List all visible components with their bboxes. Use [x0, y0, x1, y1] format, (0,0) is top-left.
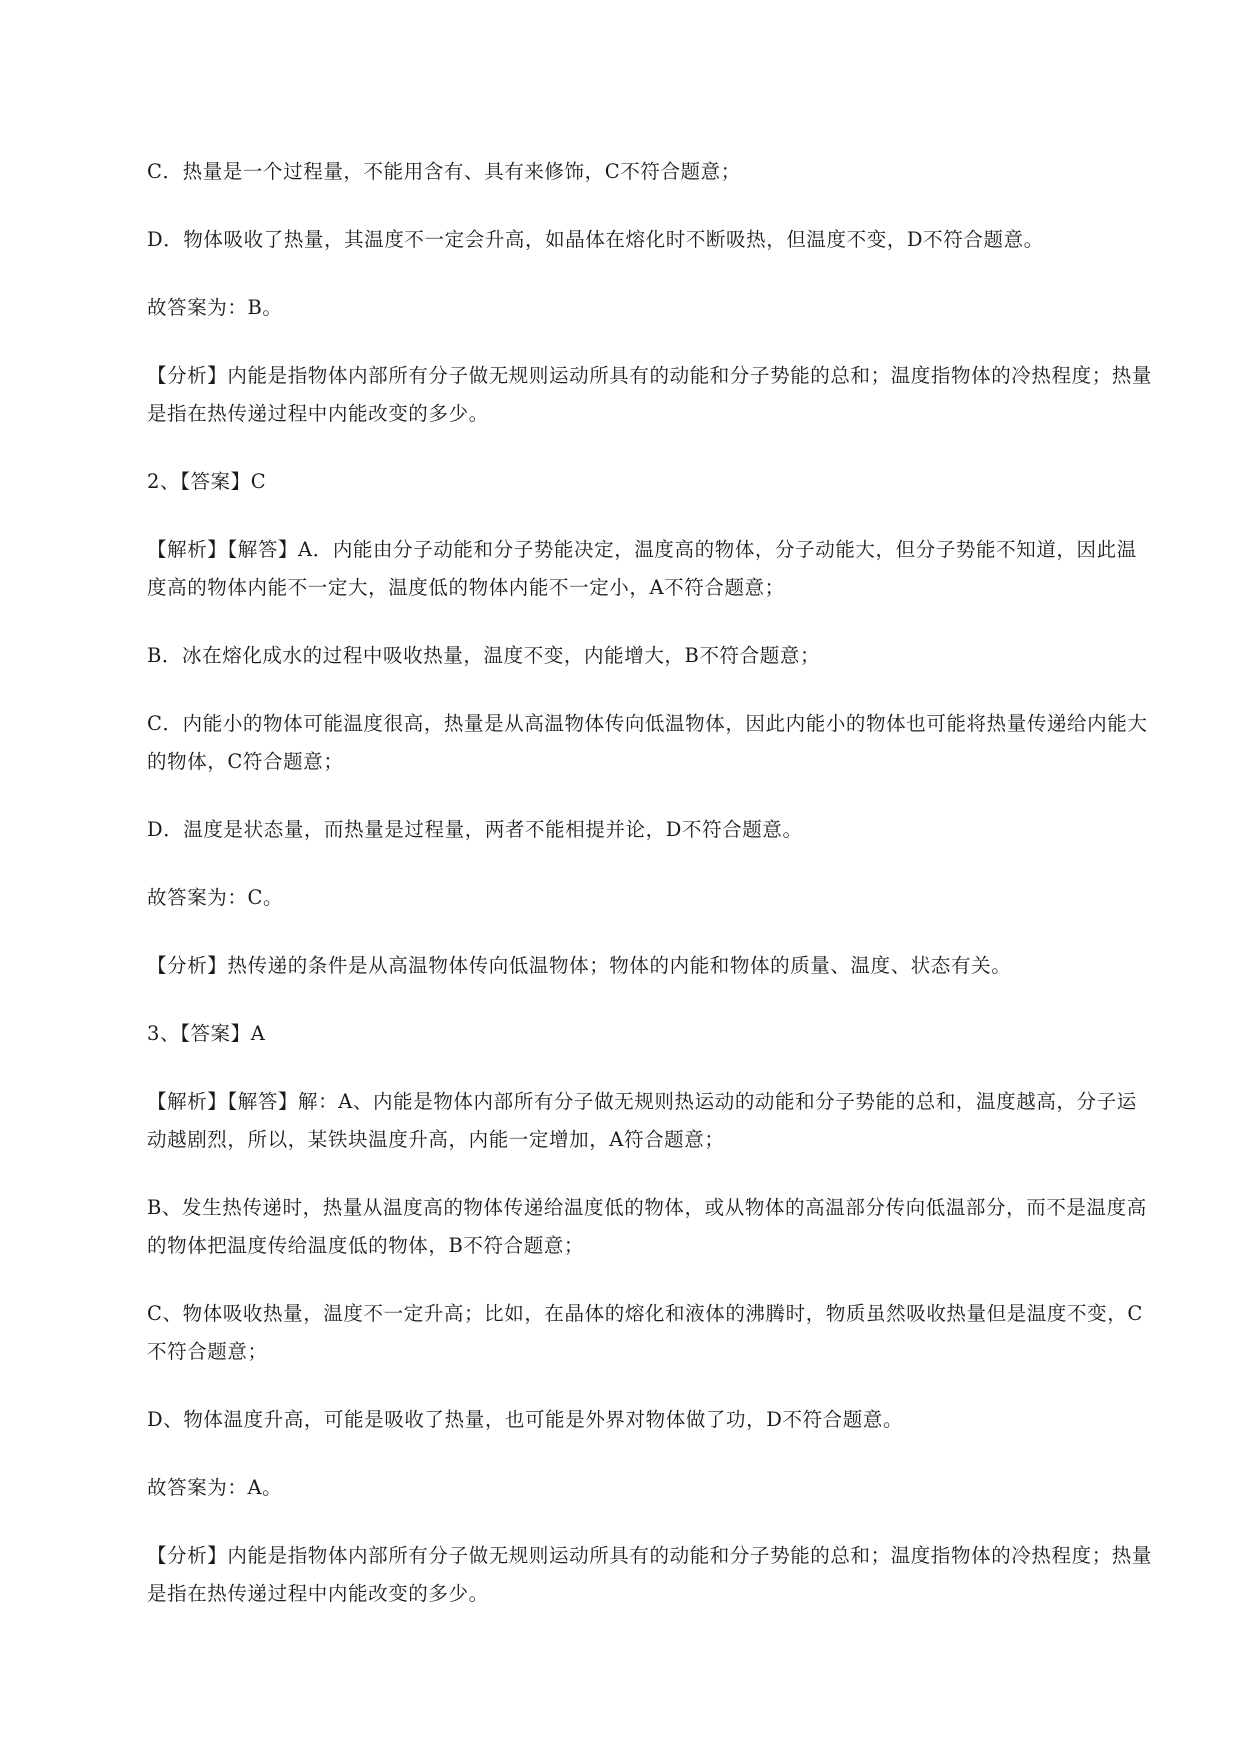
- analysis-paragraph: 【分析】内能是指物体内部所有分子做无规则运动所具有的动能和分子势能的总和；温度指物体的冷热程度；热量是指在热传递过程中内能改变的多少。: [147, 364, 1153, 425]
- option-d-explanation: D．物体吸收了热量，其温度不一定会升高，如晶体在熔化时不断吸热，但温度不变，D不符合题意。: [147, 228, 1044, 251]
- final-answer: 故答案为：C。: [147, 886, 284, 909]
- solution-option-a: 【解析】【解答】解：A、内能是物体内部所有分子做无规则热运动的动能和分子势能的总和，温度越高，分子运动越剧烈，所以，某铁块温度升高，内能一定增加，A符合题意；: [147, 1090, 1137, 1151]
- solution-option-b: B．冰在熔化成水的过程中吸收热量，温度不变，内能增大，B不符合题意；: [147, 644, 821, 667]
- analysis-paragraph: 【分析】热传递的条件是从高温物体传向低温物体；物体的内能和物体的质量、温度、状态有关。: [147, 954, 1012, 977]
- analysis-paragraph: 【分析】内能是指物体内部所有分子做无规则运动所具有的动能和分子势能的总和；温度指物体的冷热程度；热量是指在热传递过程中内能改变的多少。: [147, 1544, 1153, 1605]
- final-answer: 故答案为：B。: [147, 296, 283, 319]
- option-c-explanation: C．热量是一个过程量，不能用含有、具有来修饰，C不符合题意；: [147, 160, 741, 183]
- solution-option-d: D、物体温度升高，可能是吸收了热量，也可能是外界对物体做了功，D不符合题意。: [147, 1408, 904, 1431]
- document-body: [147, 153, 1155, 1643]
- answer-heading: 2、【答案】C: [147, 470, 267, 493]
- answer-heading: 3、【答案】A: [147, 1022, 266, 1045]
- solution-option-c: C、物体吸收热量，温度不一定升高；比如，在晶体的熔化和液体的沸腾时，物质虽然吸收热量但是温度不变，C不符合题意；: [147, 1302, 1143, 1363]
- final-answer: 故答案为：A。: [147, 1476, 283, 1499]
- solution-option-d: D．温度是状态量，而热量是过程量，两者不能相提并论，D不符合题意。: [147, 818, 803, 841]
- solution-option-b: B、发生热传递时，热量从温度高的物体传递给温度低的物体，或从物体的高温部分传向低温部分，而不是温度高的物体把温度传给温度低的物体，B不符合题意；: [147, 1196, 1147, 1257]
- solution-option-c: C．内能小的物体可能温度很高，热量是从高温物体传向低温物体，因此内能小的物体也可能将热量传递给内能大的物体，C符合题意；: [147, 712, 1148, 773]
- solution-option-a: 【解析】【解答】A．内能由分子动能和分子势能决定，温度高的物体，分子动能大，但分子势能不知道，因此温度高的物体内能不一定大，温度低的物体内能不一定小，A不符合题意；: [147, 538, 1137, 599]
